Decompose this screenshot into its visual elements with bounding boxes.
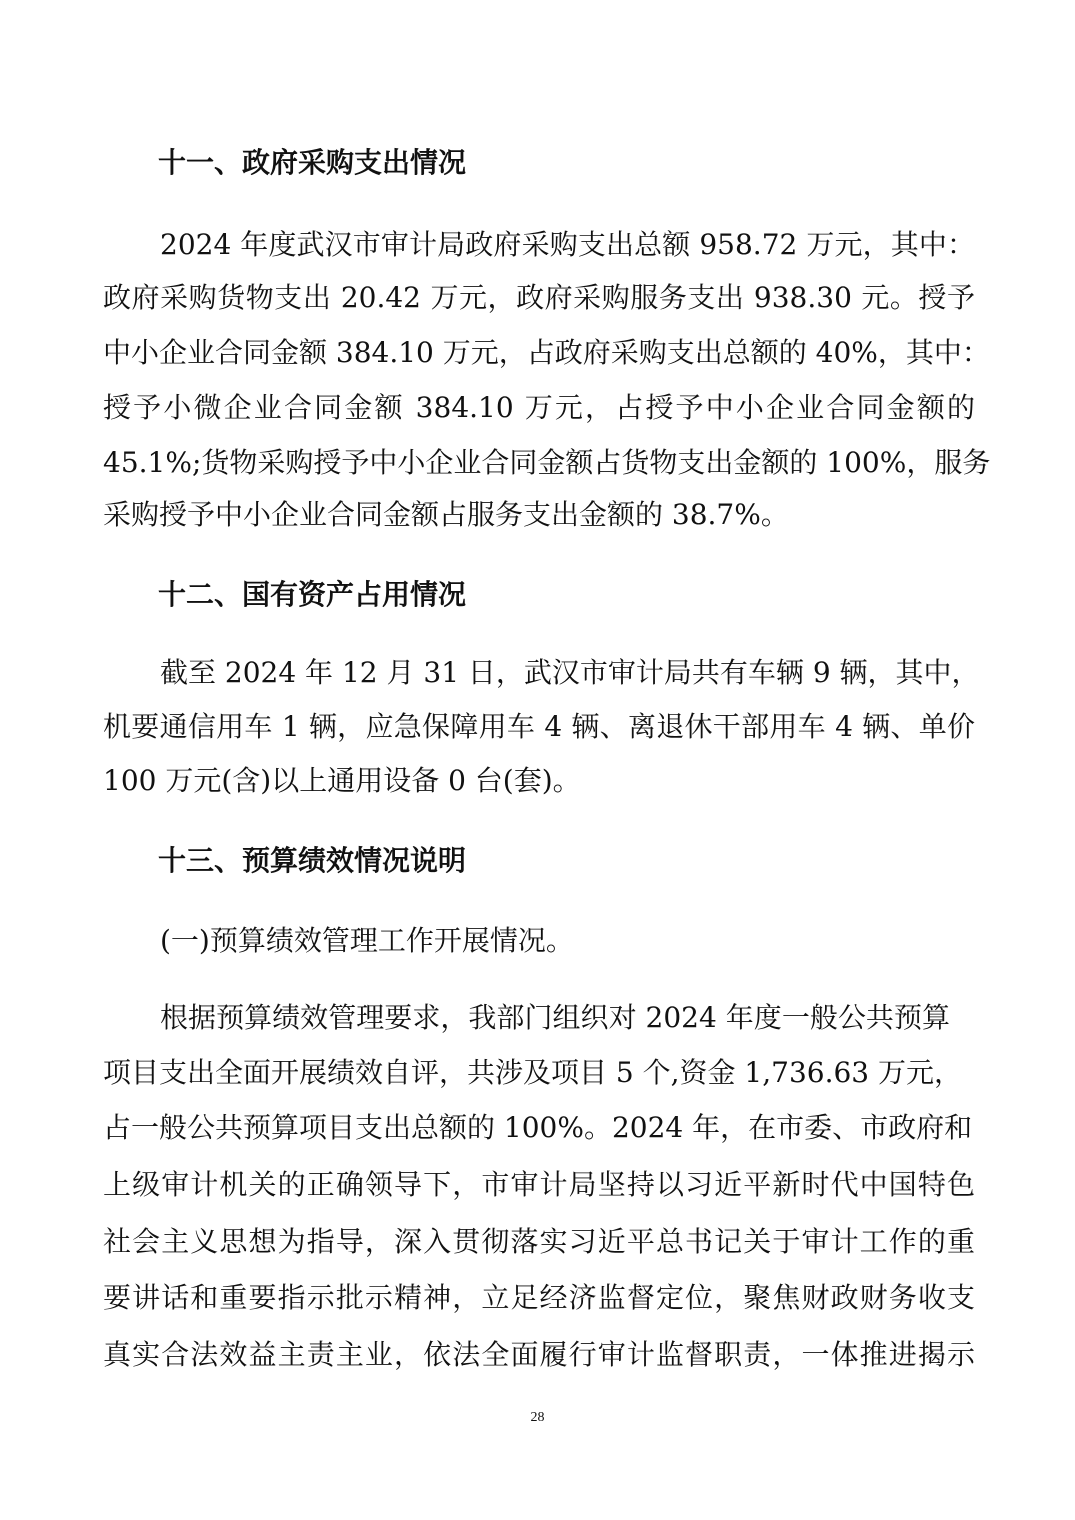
- subheading: (一)预算绩效管理工作开展情况。: [160, 924, 574, 957]
- paragraph-line: 机要通信用车 1 辆，应急保障用车 4 辆、离退休干部用车 4 辆、单价: [103, 710, 975, 743]
- paragraph-line: 真实合法效益主责主业，依法全面履行审计监督职责，一体推进揭示: [103, 1338, 975, 1371]
- paragraph-line: 根据预算绩效管理要求，我部门组织对 2024 年度一般公共预算: [160, 1001, 950, 1034]
- paragraph-line: 100 万元(含)以上通用设备 0 台(套)。: [103, 764, 581, 797]
- paragraph-line: 授予小微企业合同金额 384.10 万元，占授予中小企业合同金额的: [103, 391, 975, 424]
- page-number: 28: [530, 1410, 545, 1425]
- paragraph-line: 45.1%;货物采购授予中小企业合同金额占货物支出金额的 100%，服务: [103, 446, 991, 479]
- section-heading-11: 十一、政府采购支出情况: [158, 146, 467, 179]
- paragraph-line: 政府采购货物支出 20.42 万元，政府采购服务支出 938.30 元。授予: [103, 281, 975, 314]
- paragraph-line: 要讲话和重要指示批示精神，立足经济监督定位，聚焦财政财务收支: [103, 1281, 975, 1314]
- paragraph-line: 社会主义思想为指导，深入贯彻落实习近平总书记关于审计工作的重: [103, 1225, 975, 1258]
- paragraph-line: 占一般公共预算项目支出总额的 100%。2024 年，在市委、市政府和: [103, 1111, 973, 1144]
- section-heading-12: 十二、国有资产占用情况: [158, 578, 467, 611]
- paragraph-line: 采购授予中小企业合同金额占服务支出金额的 38.7%。: [103, 498, 789, 531]
- paragraph-line: 2024 年度武汉市审计局政府采购支出总额 958.72 万元，其中：: [160, 228, 975, 261]
- section-heading-13: 十三、预算绩效情况说明: [158, 844, 467, 877]
- paragraph-line: 截至 2024 年 12 月 31 日，武汉市审计局共有车辆 9 辆，其中，: [160, 656, 980, 689]
- paragraph-line: 项目支出全面开展绩效自评，共涉及项目 5 个,资金 1,736.63 万元，: [103, 1056, 963, 1089]
- paragraph-line: 中小企业合同金额 384.10 万元，占政府采购支出总额的 40%，其中：: [103, 336, 990, 369]
- paragraph-line: 上级审计机关的正确领导下，市审计局坚持以习近平新时代中国特色: [103, 1168, 975, 1201]
